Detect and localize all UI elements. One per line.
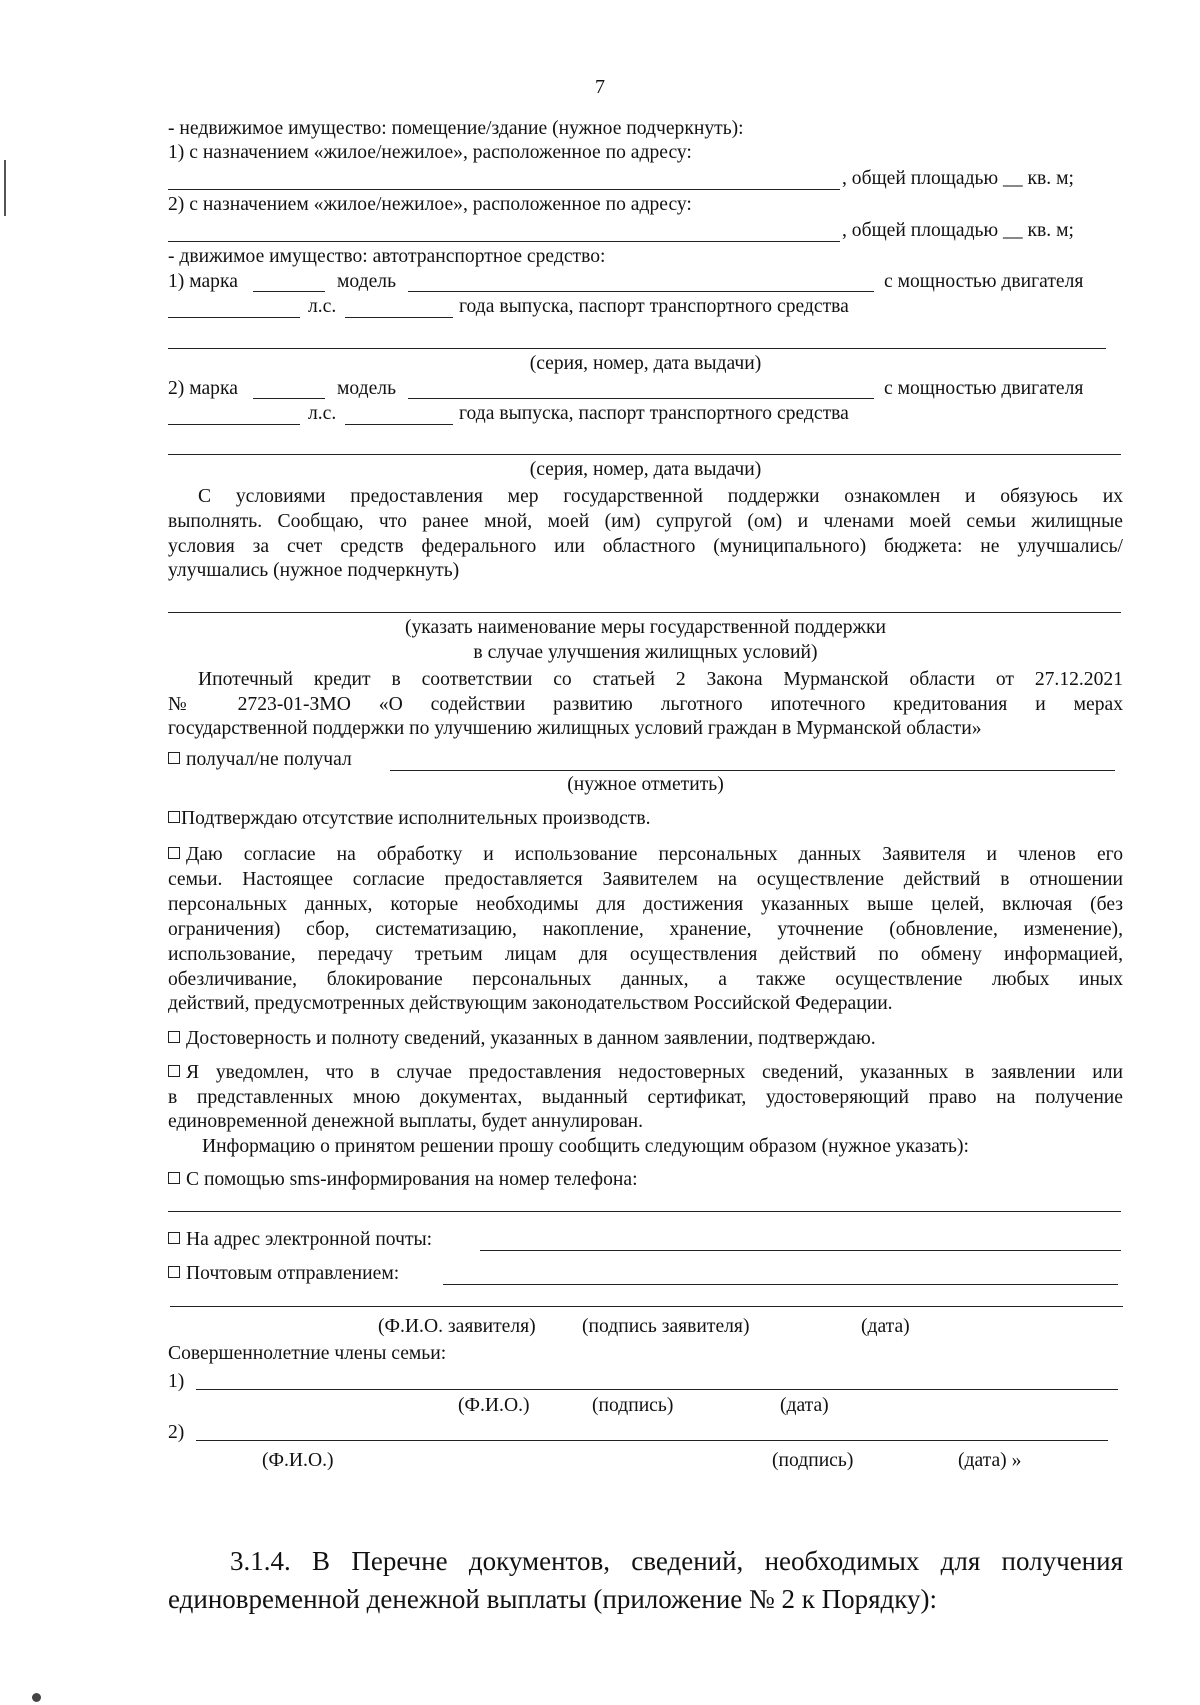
vehicle-1-model-label: модель <box>337 271 397 292</box>
support-measure-caption-2: в случае улучшения жилищных условий) <box>473 642 818 663</box>
vehicle-1-power-label: с мощностью двигателя <box>884 271 1084 292</box>
scan-dot-mark <box>32 1693 41 1702</box>
no-proceedings-label: Подтверждаю отсутствие исполнительных производств. <box>181 808 651 829</box>
vehicle-2-brand-line[interactable] <box>253 398 325 399</box>
consent-line-5: использование, передачу третьим лицам для осуществления действий по обмену информацией, <box>168 944 1123 965</box>
realty-address-2-line[interactable] <box>168 241 840 242</box>
vehicle-1-year-passport-label: года выпуска, паспорт транспортного средства <box>459 296 849 317</box>
email-label: На адрес электронной почты: <box>186 1229 433 1250</box>
vehicle-2-hp-label: л.с. <box>308 403 337 424</box>
received-line[interactable] <box>390 770 1115 771</box>
applicant-date-caption: (дата) <box>861 1316 910 1337</box>
realty-area-1: , общей площадью __ кв. м; <box>842 168 1074 189</box>
mortgage-line-1: Ипотечный кредит в соответствии со статьей 2 Закона Мурманской области от 27.12.2021 <box>198 669 1123 690</box>
conditions-line-1: С условиями предоставления мер государственной поддержки ознакомлен и обязуюсь их <box>198 486 1123 507</box>
received-label: получал/не получал <box>186 749 352 770</box>
email-line[interactable] <box>480 1250 1121 1251</box>
scan-edge-mark <box>4 160 6 216</box>
received-caption: (нужное отметить) <box>567 774 724 795</box>
applicant-sign-caption: (подпись заявителя) <box>582 1316 750 1337</box>
notified-line-3: единовременной денежной выплаты, будет аннулирован. <box>168 1111 644 1132</box>
vehicle-1-model-line[interactable] <box>408 291 874 292</box>
email-checkbox[interactable] <box>168 1232 180 1244</box>
consent-line-1[interactable] <box>168 842 1123 867</box>
accuracy-label: Достоверность и полноту сведений, указанных в данном заявлении, подтверждаю. <box>186 1028 876 1049</box>
consent-label: Даю согласие на обработку и использование персональных данных Заявителя и членов его <box>186 844 1123 865</box>
section-314-line-1: 3.1.4. В Перечне документов, сведений, необходимых для получения <box>230 1546 1123 1576</box>
vehicle-2-hp-line[interactable] <box>168 424 300 425</box>
support-measure-caption-1: (указать наименование меры государственной поддержки <box>404 617 887 638</box>
member-2-date-caption: (дата) » <box>958 1450 1022 1471</box>
member-1-date-caption: (дата) <box>780 1395 829 1416</box>
no-proceedings-option[interactable] <box>168 807 651 831</box>
inform-intro: Информацию о принятом решении прошу сообщить следующим образом (нужное указать): <box>202 1136 969 1157</box>
realty-area-2: , общей площадью __ кв. м; <box>842 220 1074 241</box>
vehicle-2-power-label: с мощностью двигателя <box>884 378 1084 399</box>
notified-label: Я уведомлен, что в случае предоставления недостоверных сведений, указанных в заявлении или <box>186 1062 1123 1083</box>
vehicle-1-hp-line[interactable] <box>168 317 300 318</box>
notified-line-1[interactable] <box>168 1060 1123 1085</box>
member-1-sign-caption: (подпись) <box>592 1395 674 1416</box>
adult-members-label: Совершеннолетние члены семьи: <box>168 1343 447 1364</box>
post-line[interactable] <box>443 1284 1118 1285</box>
realty-item-2: 2) с назначением «жилое/нежилое», расположенное по адресу: <box>168 194 692 215</box>
member-1-line[interactable] <box>196 1389 1118 1390</box>
applicant-signature-line[interactable] <box>170 1306 1123 1307</box>
member-2-number: 2) <box>168 1422 185 1443</box>
movable-heading: - движимое имущество: автотранспортное средство: <box>168 246 606 267</box>
notified-checkbox[interactable] <box>168 1065 180 1077</box>
vehicle-1-hp-label: л.с. <box>308 296 337 317</box>
member-1-number: 1) <box>168 1371 185 1392</box>
page-number: 7 <box>595 76 605 98</box>
member-1-fio-caption: (Ф.И.О.) <box>458 1395 530 1416</box>
member-2-fio-caption: (Ф.И.О.) <box>262 1450 334 1471</box>
post-label: Почтовым отправлением: <box>186 1263 400 1284</box>
consent-line-4: ограничения) сбор, систематизацию, накопление, хранение, уточнение (обновление, изменение), <box>168 919 1123 940</box>
consent-line-6: обезличивание, блокирование персональных данных, а также осуществление любых иных <box>168 969 1123 990</box>
accuracy-option[interactable] <box>168 1027 876 1051</box>
vehicle-1-brand-label: 1) марка <box>168 271 238 292</box>
vehicle-2-model-line[interactable] <box>408 398 874 399</box>
conditions-line-4: улучшались (нужное подчеркнуть) <box>168 560 460 581</box>
vehicle-1-brand-line[interactable] <box>253 291 325 292</box>
mortgage-received-option[interactable] <box>168 748 352 772</box>
support-measure-line[interactable] <box>168 612 1121 613</box>
vehicle-1-passport-caption: (серия, номер, дата выдачи) <box>529 353 762 374</box>
inform-post-option[interactable] <box>168 1262 399 1286</box>
conditions-line-3: условия за счет средств федерального или областного (муниципального) бюджета: не улучшались/ <box>168 536 1123 557</box>
accuracy-checkbox[interactable] <box>168 1031 180 1043</box>
vehicle-2-model-label: модель <box>337 378 397 399</box>
vehicle-2-passport-line[interactable] <box>168 454 1121 455</box>
consent-line-7: действий, предусмотренных действующим законодательством Российской Федерации. <box>168 993 893 1014</box>
notified-line-2: в представленных мною документах, выданный сертификат, удостоверяющий право на получение <box>168 1087 1123 1108</box>
mortgage-line-2: № 2723-01-ЗМО «О содействии развитию льготного ипотечного кредитования и мерах <box>168 694 1123 715</box>
conditions-line-2: выполнять. Сообщаю, что ранее мной, моей (им) супругой (ом) и членами моей семьи жилищные <box>168 511 1123 532</box>
vehicle-2-brand-label: 2) марка <box>168 378 238 399</box>
vehicle-2-passport-caption: (серия, номер, дата выдачи) <box>529 459 762 480</box>
realty-item-1: 1) с назначением «жилое/нежилое», расположенное по адресу: <box>168 142 692 163</box>
sms-label: С помощью sms-информирования на номер телефона: <box>186 1169 638 1190</box>
consent-checkbox[interactable] <box>168 847 180 859</box>
consent-line-3: персональных данных, которые необходимы для достижения указанных выше целей, включая (без <box>168 894 1123 915</box>
post-checkbox[interactable] <box>168 1266 180 1278</box>
section-314-line-2: единовременной денежной выплаты (приложение № 2 к Порядку): <box>168 1584 938 1614</box>
inform-sms-option[interactable] <box>168 1168 638 1192</box>
realty-heading: - недвижимое имущество: помещение/здание (нужное подчеркнуть): <box>168 118 744 139</box>
member-2-sign-caption: (подпись) <box>772 1450 854 1471</box>
vehicle-1-passport-line[interactable] <box>168 348 1106 349</box>
realty-address-1-line[interactable] <box>168 189 840 190</box>
received-checkbox[interactable] <box>168 752 180 764</box>
phone-line[interactable] <box>168 1211 1121 1212</box>
vehicle-2-year-line[interactable] <box>345 424 453 425</box>
mortgage-line-3: государственной поддержки по улучшению жилищных условий граждан в Мурманской области» <box>168 718 982 739</box>
member-2-line[interactable] <box>196 1440 1108 1441</box>
no-proceedings-checkbox[interactable] <box>168 811 180 823</box>
inform-email-option[interactable] <box>168 1228 432 1252</box>
vehicle-2-year-passport-label: года выпуска, паспорт транспортного средства <box>459 403 849 424</box>
consent-line-2: семьи. Настоящее согласие предоставляется Заявителем на осуществление действий в отношении <box>168 869 1123 890</box>
sms-checkbox[interactable] <box>168 1172 180 1184</box>
vehicle-1-year-line[interactable] <box>345 317 453 318</box>
applicant-fio-caption: (Ф.И.О. заявителя) <box>378 1316 536 1337</box>
